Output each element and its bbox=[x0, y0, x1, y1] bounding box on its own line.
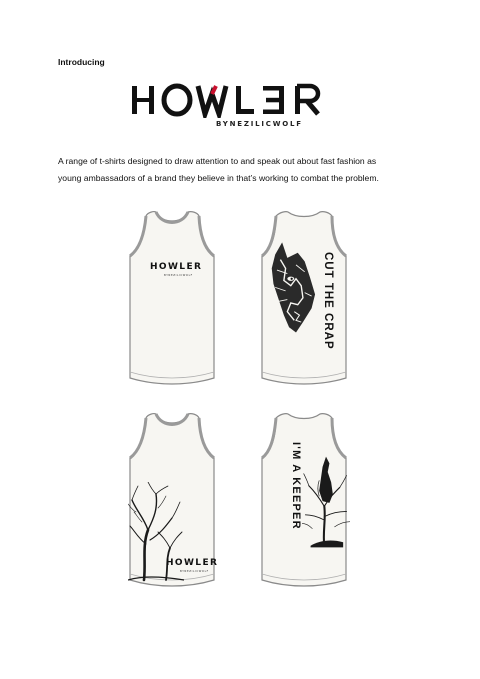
shirt-logo-tagline: BYNEZILICWOLF bbox=[164, 274, 193, 277]
tank-top-front-2 bbox=[118, 410, 226, 590]
howling-wolf-tree-illustration bbox=[302, 450, 350, 554]
tank-top-outline bbox=[118, 208, 226, 388]
shirt-logo-tagline: BYNEZILICWOLF bbox=[180, 570, 209, 573]
tank-top-front-1 bbox=[118, 208, 226, 388]
intro-paragraph bbox=[58, 153, 438, 187]
tank-top-back-1 bbox=[250, 208, 358, 388]
intro-heading: Introducing bbox=[58, 57, 105, 67]
slogan-im-a-keeper: I'M A KEEPER bbox=[290, 442, 302, 530]
paragraph-line: young ambassadors of a brand they believe in that’s working to combat the problem. bbox=[58, 173, 379, 183]
howler-wordmark-graphic bbox=[132, 82, 362, 118]
logo-tagline: BYNEZILICWOLF bbox=[216, 120, 303, 128]
wolf-head-illustration bbox=[270, 238, 322, 342]
paragraph-line: A range of t-shirts designed to draw attention to and speak out about fast fashion as bbox=[58, 156, 377, 166]
slogan-cut-the-crap: CUT THE CRAP bbox=[322, 252, 334, 350]
shirt-howler-logo: HOWLER bbox=[166, 558, 219, 568]
howler-logo bbox=[120, 82, 360, 132]
tank-top-back-2 bbox=[250, 410, 358, 590]
shirt-howler-logo: HOWLER bbox=[150, 262, 203, 272]
